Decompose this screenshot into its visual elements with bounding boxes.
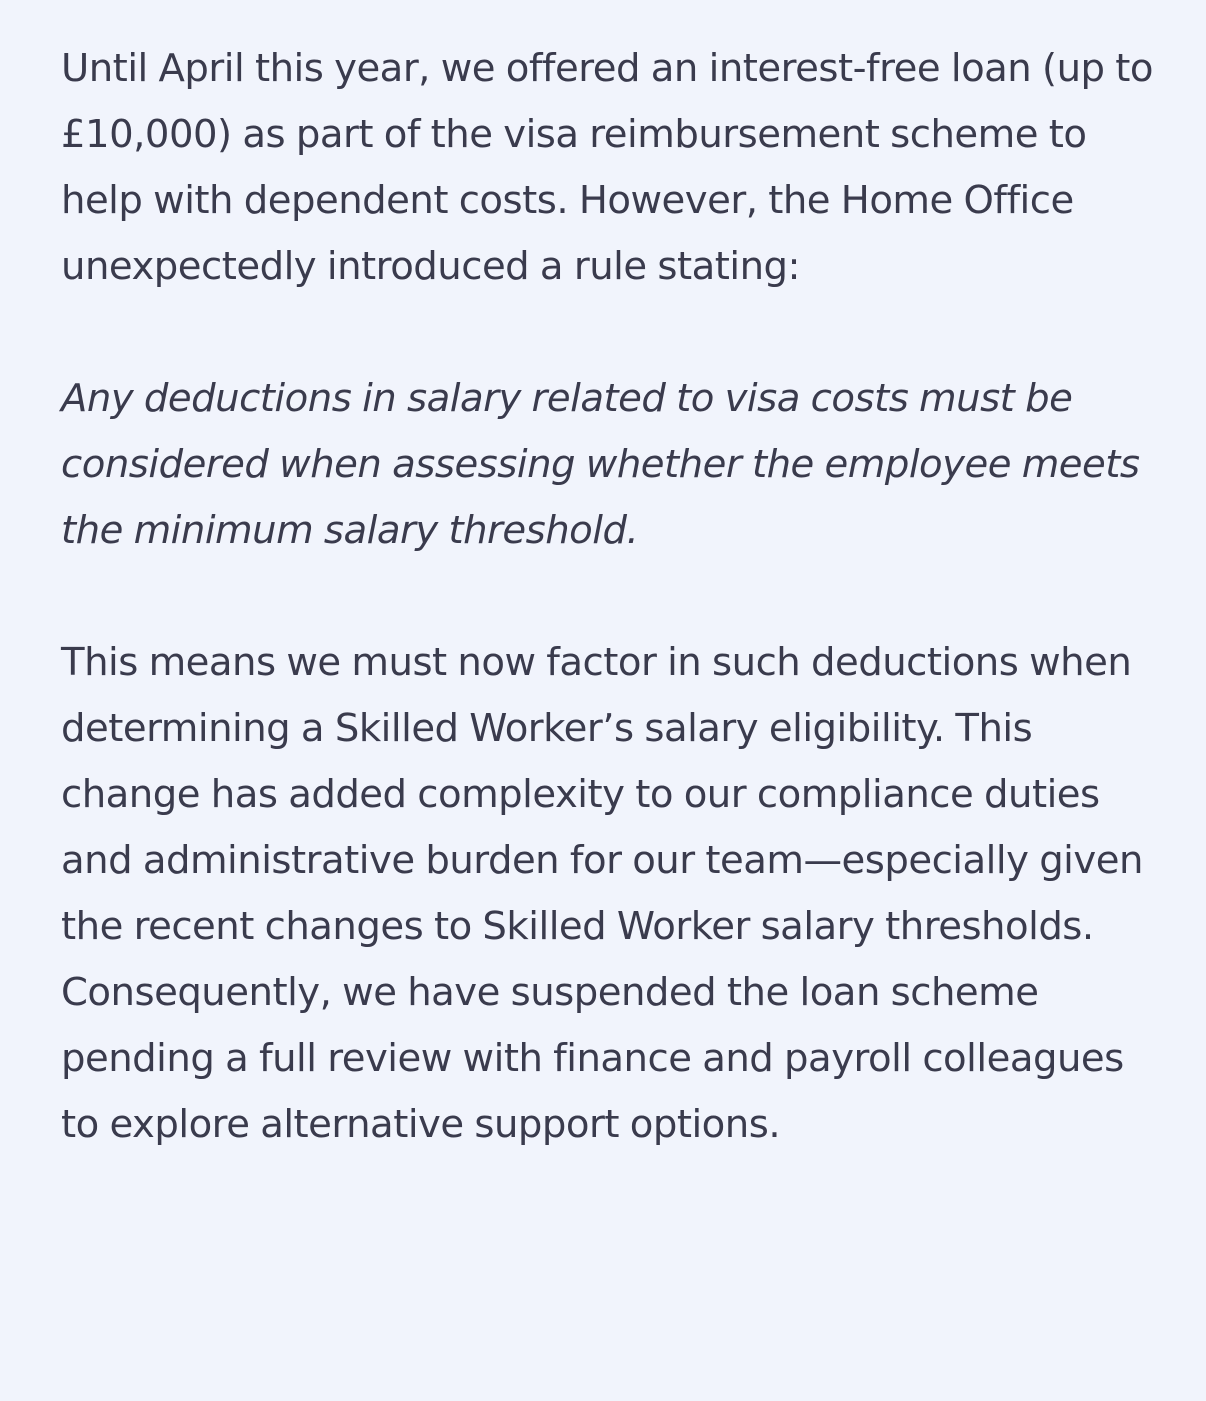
message-quote: Any deductions in salary related to visa costs must be considered when assessing whether the employee meets the minimum salary threshold. xyxy=(61,376,1140,553)
message-paragraph-explanation: This means we must now factor in such deductions when determining a Skilled Worker’s salary eligibility. This change has added complexity to our compliance duties and administrative burden for our team—especially given the recent changes to Skilled Worker salary thresholds. Consequently, we have suspended the loan scheme pending a full review with finance and payroll colleagues to explore alternative support options. xyxy=(61,640,1143,1147)
message-body xyxy=(61,36,1160,1158)
message-paragraph-intro: Until April this year, we offered an interest-free loan (up to £10,000) as part of the visa reimbursement scheme to help with dependent costs. However, the Home Office unexpectedly introduced a rule stating: xyxy=(61,46,1154,289)
